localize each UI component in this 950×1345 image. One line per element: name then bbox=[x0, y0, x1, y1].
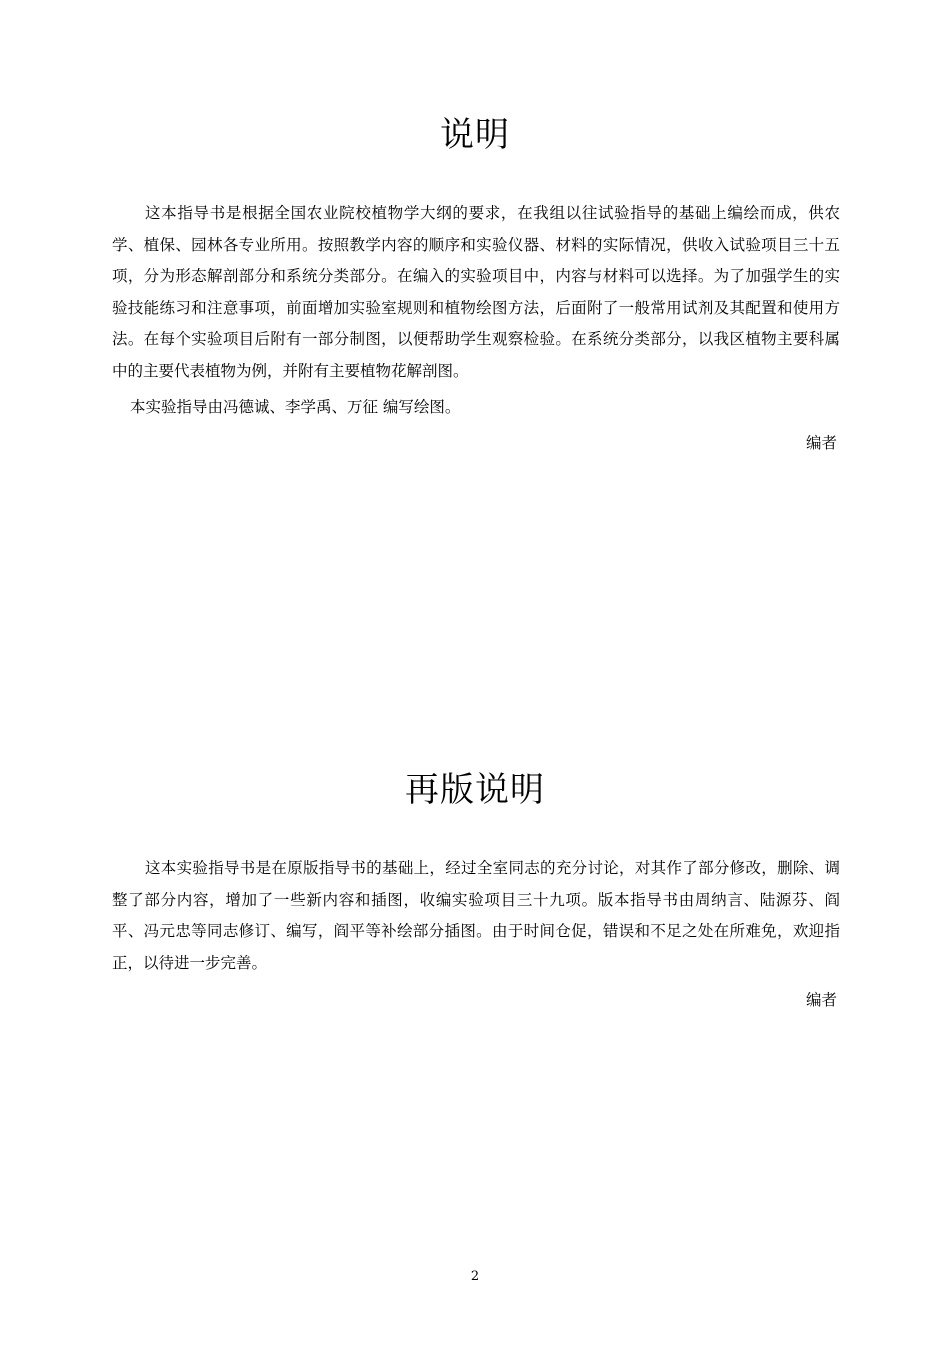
reprint-signature: 编者 bbox=[805, 991, 837, 1009]
section-title-explanation: 说明 bbox=[440, 115, 510, 155]
explanation-signature: 编者 bbox=[805, 434, 837, 452]
explanation-paragraph-1: 这本指导书是根据全国农业院校植物学大纲的要求，在我组以往试验指导的基础上编绘而成，供农学、植保、园林各专业所用。按照教学内容的顺序和实验仪器、材料的实际情况，供收入试验项目三十五项，分为形态解剖部分和系统分类部分。在编入的实验项目中，内容与材料可以选择。为了加强学生的实验技能练习和注意事项，前面增加实验室规则和植物绘图方法，后面附了一般常用试剂及其配置和使用方法。在每个实验项目后附有一部分制图，以便帮助学生观察检验。在系统分类部分，以我区植物主要科属中的主要代表植物为例，并附有主要植物花解剖图。 bbox=[112, 204, 840, 380]
page-number: 2 bbox=[470, 1269, 480, 1284]
section-title-reprint-explanation: 再版说明 bbox=[405, 770, 545, 810]
reprint-paragraph-1: 这本实验指导书是在原版指导书的基础上，经过全室同志的充分讨论，对其作了部分修改，删除、调整了部分内容，增加了一些新内容和插图，收编实验项目三十九项。版本指导书由周纳言、陆源芬、阎平、冯元忠等同志修订、编写，阎平等补绘部分插图。由于时间仓促，错误和不足之处在所难免，欢迎指正，以待进一步完善。 bbox=[112, 859, 840, 972]
explanation-paragraph-authors: 本实验指导由冯德诚、李学禹、万征 编写绘图。 bbox=[130, 398, 461, 416]
